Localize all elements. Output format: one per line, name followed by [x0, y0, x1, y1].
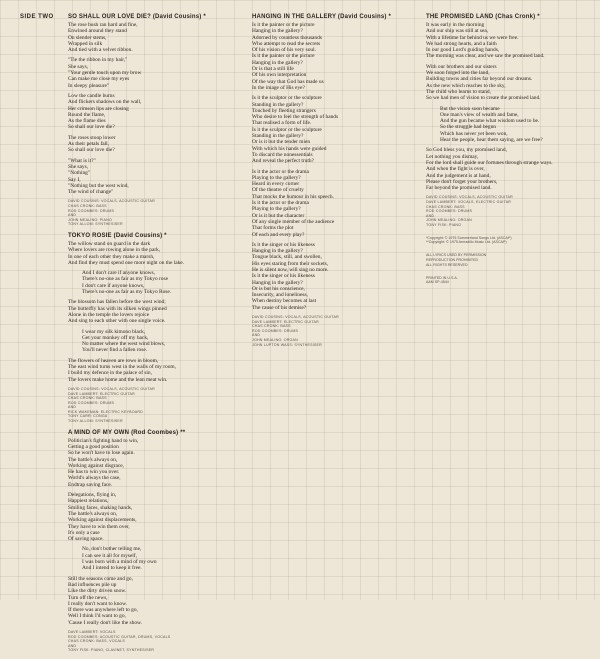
- lyric-line: "Tie the ribbon in my hair,": [68, 57, 128, 64]
- lyric-line: Endtrap saving face.: [68, 481, 113, 488]
- lyric-verse: [68, 438, 218, 488]
- lyric-line: I don't care if anyone knows,: [82, 282, 145, 289]
- lyric-line: No, don't bother telling me,: [82, 546, 142, 553]
- lyric-line: Touched by fleeting strangers: [252, 107, 316, 114]
- lyric-verse: [68, 22, 218, 53]
- lyric-line: I wear my silk kimono black,: [82, 328, 146, 335]
- lyric-line: It was early in the morning: [426, 22, 485, 28]
- lyric-verse: [68, 158, 218, 196]
- lyric-line: In one of each other they make a marsh,: [68, 253, 155, 260]
- credit-line: AND: [426, 213, 435, 218]
- credit-line: JOHN MEALING: ORGAN: [252, 338, 298, 343]
- lyric-line: World's always the case,: [68, 475, 121, 482]
- lyric-line: So shall our love die?: [68, 124, 115, 131]
- lyric-line: And when the fight is over,: [426, 166, 485, 173]
- lyric-line: Round the flame,: [68, 111, 106, 118]
- credit-line: DAVID COUSINS: VOCALS, ACOUSTIC GUITAR: [426, 195, 513, 200]
- lyric-line: The willow stand on guard in the dark: [68, 240, 151, 247]
- lyric-line: That realised a form of life.: [252, 120, 312, 127]
- lyric-line: Of the way that God has made us: [252, 78, 324, 85]
- lyric-line: Wrapped in silk: [68, 40, 103, 47]
- credit-line: DAVID COUSINS: VOCALS, ACOUSTIC GUITAR: [252, 315, 339, 320]
- lyric-line: He is silent now, will sing no more.: [252, 266, 329, 273]
- lyric-line: We soon forged into the land,: [426, 70, 490, 77]
- lyric-line: Playing to the gallery?: [252, 174, 301, 181]
- lyric-line: But the vision soon became: [440, 105, 500, 112]
- lyric-verse: [68, 576, 218, 626]
- lyric-line: Is it the singer or his likeness: [252, 273, 315, 280]
- credit-line: TONY CARR: CONGA: [68, 414, 108, 419]
- credit-line: CHAS CRONK: BASS: [68, 396, 107, 401]
- song-title: HANGING IN THE GALLERY (David Cousins) *: [252, 14, 392, 20]
- lyric-verse: [68, 241, 218, 266]
- lyric-line: We had strong hearts, and a faith: [426, 40, 497, 47]
- song-block: [426, 14, 576, 228]
- lyric-line: The child who learns to stand,: [426, 88, 491, 95]
- lyric-line: Please don't forget your brothers,: [426, 178, 498, 185]
- musician-credits: [68, 199, 218, 227]
- song-block: [68, 14, 218, 227]
- lyric-line: Of the theatre of cruelty: [252, 187, 304, 194]
- credit-line: ROD COOMBES: DRUMS: [426, 209, 473, 214]
- credit-line: DAVID COUSINS: VOCALS, ACOUSTIC GUITAR: [68, 386, 155, 391]
- lyric-line: So the struggle had begun: [440, 124, 496, 131]
- lyric-verse: [426, 147, 576, 191]
- lyric-line: That mocks the humour in his speech.: [252, 193, 334, 200]
- lyric-line: Let nothing you dismay,: [426, 153, 479, 160]
- lyric-line: Building towns and cities far beyond our dreams.: [426, 76, 533, 83]
- lyric-line: Alone in the temple the lovers rejoice: [68, 311, 150, 318]
- rights-notes: [426, 253, 576, 267]
- credit-line: DAVE LAMBERT: ELECTRIC GUITAR: [252, 319, 319, 324]
- lyric-line: I really don't want to know.: [68, 600, 128, 607]
- lyric-verse: [68, 135, 218, 154]
- lyric-line: And I intend to keep it free.: [82, 565, 142, 572]
- credit-line: ROD COOMBES: DRUMS: [252, 328, 299, 333]
- song-title: TOKYO ROSIE (David Cousins) *: [68, 232, 167, 239]
- lyric-line: Adorned by countless thousands: [252, 34, 322, 41]
- credit-line: ROD COOMBES: DRUMS: [68, 400, 115, 405]
- printed-line: PRINTED IN U.S.A.: [426, 275, 458, 280]
- rights-line: ALL LYRICS USED BY PERMISSION: [426, 253, 487, 258]
- lyric-line: Is it the sculptor or the sculpture: [252, 95, 322, 102]
- lyric-line: Is it the painter or the picture: [252, 22, 315, 28]
- lyric-line: One man's view of wealth and fame,: [440, 111, 519, 118]
- lyric-line: Standing in the gallery?: [252, 101, 304, 108]
- lyrics-column-1: [68, 14, 218, 659]
- credit-line: DAVE LAMBERT: VOCALS: [68, 629, 116, 634]
- lyric-line: Is it the actor or the drama: [252, 168, 309, 175]
- song-title: THE PROMISED LAND (Chas Cronk) *: [426, 14, 540, 20]
- song-title: A MIND OF MY OWN (Rod Coombes) **: [68, 429, 186, 436]
- song-block: [68, 233, 218, 424]
- printed-notes: [426, 276, 576, 286]
- lyric-line: So we had men of vision to create the promised land.: [426, 95, 541, 102]
- lyric-line: Enwined around they stand: [68, 28, 127, 35]
- lyric-line: And our ship was still at sea,: [426, 28, 489, 35]
- lyric-line: And I don't care if anyone knows,: [82, 270, 155, 277]
- lyric-verse: [68, 270, 218, 295]
- credit-line: JOHN MEALING: PIANO: [68, 217, 112, 222]
- lyric-verse: [68, 492, 218, 542]
- credit-line: RICK WAKEMAN: ELECTRIC KEYBOARD: [68, 409, 143, 414]
- lyric-line: On slender stems,: [68, 34, 107, 41]
- credit-line: ROD COOMBES: DRUMS: [68, 208, 115, 213]
- copyright-notes: [426, 236, 576, 246]
- credit-line: AND: [252, 333, 261, 338]
- lyric-line: No matter where the west wind blows,: [82, 341, 166, 348]
- credit-line: CHAS CRONK: BASS: [68, 204, 107, 209]
- lyric-verse: [426, 106, 576, 144]
- lyric-line: Still the seasons come and go,: [68, 575, 133, 582]
- lyric-line: The flowers of heaven are rows in bloom,: [68, 357, 159, 364]
- lyric-line: Is it the sculptor or the sculpture: [252, 126, 322, 133]
- lyric-verse: [68, 358, 218, 383]
- lyric-line: So God bless you, my promised land,: [426, 147, 507, 154]
- lyric-line: And the gun became what wisdom used to be.: [440, 118, 540, 125]
- lyric-line: As the new which reaches to the sky,: [426, 82, 506, 89]
- lyric-line: Standing in the gallery?: [252, 133, 304, 140]
- lyric-line: Working against disgrace,: [68, 462, 125, 469]
- lyric-line: Is it the painter or the picture: [252, 53, 315, 60]
- lyric-line: With a lifetime far behind us we were free.: [426, 34, 519, 41]
- credit-line: DAVE LAMBERT: VOCALS, ELECTRIC GUITAR: [426, 200, 512, 205]
- musician-credits: [252, 315, 402, 347]
- lyric-line: Delegations, flying in,: [68, 492, 117, 499]
- lyric-line: There's no-one as fair as my Tokyo rose: [82, 276, 168, 283]
- lyric-line: If there was anywhere left to go,: [68, 607, 138, 614]
- lyric-line: They have to win them over,: [68, 523, 130, 530]
- song-block: [68, 430, 218, 653]
- song-title: SO SHALL OUR LOVE DIE? (David Cousins) *: [68, 14, 206, 20]
- lyric-line: The east wind turns west in the walls of my room,: [68, 364, 176, 371]
- lyric-line: "Nothing": [68, 170, 91, 177]
- lyric-line: That forms the plot: [252, 225, 294, 232]
- lyric-line: As their petals fall,: [68, 141, 110, 148]
- credit-line: CHAS CRONK: BASS: [252, 324, 291, 329]
- lyric-line: "What is it?": [68, 157, 96, 164]
- lyric-line: Of his own interpretation: [252, 72, 307, 79]
- lyric-line: You'll never find a fallen rose.: [82, 347, 148, 354]
- lyric-line: She says,: [68, 163, 89, 170]
- lyric-verse: [68, 546, 218, 571]
- credit-line: ROD COOMBES: ACOUSTIC GUITAR, DRUMS, VOCALS: [68, 634, 171, 639]
- lyric-line: Heard in every corner: [252, 181, 300, 188]
- lyric-line: Or is it but the character: [252, 212, 305, 219]
- printed-line: A&M SP-4544: [426, 280, 449, 285]
- lyric-line: The cause of his demise?: [252, 304, 307, 311]
- lyric-line: And sing to each other with one single voice.: [68, 318, 166, 325]
- lyric-verse: [68, 93, 218, 131]
- credit-line: AND: [68, 643, 77, 648]
- lyric-line: "Nothing but the west wind,: [68, 182, 129, 189]
- lyric-line: The battle's always on,: [68, 456, 118, 463]
- credit-line: JOHN LUPTON WASS: SYNTHESISER: [252, 342, 322, 347]
- lyric-line: "Your gentle touch upon my brow: [68, 70, 142, 77]
- lyrics-column-3: [426, 14, 576, 293]
- side-label: SIDE TWO: [20, 14, 54, 20]
- lyric-line: Turn off the news,: [68, 594, 108, 601]
- lyric-line: Get your monkey off my back,: [82, 334, 149, 341]
- lyric-line: And find they must spend one more night on the lake.: [68, 259, 185, 266]
- lyric-line: The lovers make home and the lean meat win.: [68, 376, 168, 383]
- credit-line: DAVE LAMBERT: ELECTRIC GUITAR: [68, 391, 135, 396]
- lyric-line: Of any single member of the audience: [252, 218, 335, 225]
- credit-line: TONY FISK: PIANO, CLAVINET, SYNTHESISER: [68, 648, 155, 653]
- lyric-line: Can make me close my eyes: [68, 76, 130, 83]
- lyric-line: She says,: [68, 63, 89, 70]
- lyric-line: I can see it all for myself,: [82, 552, 137, 559]
- musician-credits: [426, 195, 576, 227]
- lyric-line: The blossom has fallen before the west wind;: [68, 299, 166, 306]
- lyric-line: He has to win you over.: [68, 469, 120, 476]
- lyric-line: With which his hands were guided: [252, 145, 327, 152]
- lyric-verse: [252, 95, 402, 164]
- copyright-line: **Copyright: © 1975 Armadillo Music Ltd. (ASCAP): [426, 240, 507, 245]
- lyric-line: Or is it but the tender mien: [252, 139, 311, 146]
- lyric-line: 'Cause I really don't like the show.: [68, 619, 142, 626]
- lyric-line: The wind of change": [68, 189, 114, 196]
- lyric-line: Her crimson lips are closing: [68, 105, 129, 112]
- musician-credits: [68, 387, 218, 424]
- lyric-line: His eyes staring from their sockets,: [252, 260, 329, 267]
- lyric-line: Tongue black, still, and swollen,: [252, 254, 322, 261]
- lyric-line: Or is but his conscience,: [252, 285, 305, 292]
- lyric-line: The roses stoop lower: [68, 134, 116, 141]
- lyric-line: In the image of His eye?: [252, 84, 305, 91]
- lyric-verse: [68, 299, 218, 324]
- credit-line: CHAS CRONK: BASS: [426, 204, 465, 209]
- musician-credits: [68, 630, 218, 653]
- lyric-line: Is it the singer or his likeness: [252, 241, 315, 248]
- lyric-line: Hanging in the gallery?: [252, 59, 303, 66]
- lyric-line: Who attempt to read the secrets: [252, 40, 321, 47]
- lyric-line: Happiest relations,: [68, 498, 109, 505]
- lyric-line: I build my defence in the palace of sin,: [68, 370, 152, 377]
- copyright-line: *Copyright: © 1975 Summerland Songs Ltd. (ASCAP): [426, 235, 512, 240]
- lyric-line: To discard the nonessentials: [252, 151, 313, 158]
- lyric-line: In our good Lord's guiding hands,: [426, 47, 500, 54]
- lyric-verse: [68, 57, 218, 88]
- lyric-line: Getting a good position: [68, 443, 119, 450]
- credit-line: TONY FISK: PIANO: [426, 222, 462, 227]
- lyric-line: Say I,: [68, 176, 81, 183]
- lyric-verse: [252, 242, 402, 311]
- notes-block: [426, 236, 576, 286]
- lyric-line: Who desire to feel the strength of hands: [252, 114, 339, 121]
- credit-line: JOHN MEALING: ORGAN: [426, 218, 472, 223]
- lyric-line: The morning was clear, and we saw the promised land.: [426, 53, 545, 60]
- lyric-verse: [426, 64, 576, 102]
- lyric-line: Smiling faces, shaking hands,: [68, 504, 133, 511]
- lyric-line: For the lord shall guide our fortunes through strange ways.: [426, 159, 553, 166]
- lyric-line: And the judgement is at hand,: [426, 172, 491, 179]
- lyric-line: Insecurity, and loneliness,: [252, 292, 308, 299]
- credit-line: DAVID COUSINS: VOCALS, ACOUSTIC GUITAR: [68, 199, 155, 204]
- lyric-verse: [252, 169, 402, 238]
- lyric-line: And flickers shadows on the wall,: [68, 99, 142, 106]
- lyric-verse: [252, 22, 402, 91]
- lyric-line: It's only a case: [68, 529, 100, 536]
- lyrics-column-2: [252, 14, 402, 353]
- credit-line: TONY ALLOM: SYNTHESISER: [68, 222, 123, 227]
- lyric-line: Or is that a still life: [252, 66, 294, 73]
- lyric-line: I was born with a mind of my own: [82, 559, 157, 566]
- lyric-line: Hear the people, hear them saying, are we free?: [440, 137, 543, 144]
- lyric-line: Of each and every play?: [252, 231, 305, 238]
- rights-line: REPRODUCTION PROHIBITED: [426, 257, 479, 262]
- lyric-line: Well I think I'd want to go,: [68, 613, 126, 620]
- lyric-line: And tied with a velvet ribbon.: [68, 47, 133, 54]
- lyric-line: There's no-one as fair as my Tokyo Rose.: [82, 289, 172, 296]
- credit-line: AND: [68, 213, 77, 218]
- lyric-line: Working against displacements,: [68, 517, 137, 524]
- lyric-line: The butterfly has with its silken wings pinned: [68, 305, 167, 312]
- lyric-line: And reveal the perfect truth?: [252, 158, 314, 165]
- lyric-line: Where lovers are rowing alone in the park,: [68, 247, 161, 254]
- lyric-line: So shall our love die?: [68, 147, 115, 154]
- lyric-line: The battle's always on,: [68, 510, 118, 517]
- lyric-line: Low the candle burns: [68, 92, 115, 99]
- lyric-line: Hanging in the gallery?: [252, 248, 303, 255]
- lyric-line: Like the dirty driven snow.: [68, 588, 127, 595]
- lyric-line: As the flame dies: [68, 118, 106, 125]
- lyric-line: Is it the actor or the drama: [252, 200, 309, 207]
- lyric-line: Far beyond the promised land.: [426, 185, 492, 192]
- lyric-line: The rose bush ran hard and fine,: [68, 22, 138, 28]
- lyric-verse: [426, 22, 576, 60]
- lyric-line: Bad influences pile up: [68, 581, 117, 588]
- rights-line: ALL RIGHTS RESERVED: [426, 262, 468, 267]
- lyric-line: Of saving space.: [68, 536, 104, 543]
- song-block: [252, 14, 402, 347]
- lyric-line: When destiny becomes at last: [252, 298, 317, 305]
- lyric-line: Which has never yet been won,: [440, 130, 508, 137]
- lyric-line: Hanging in the gallery?: [252, 28, 303, 35]
- lyric-line: Of his vision of his very soul.: [252, 47, 316, 54]
- lyric-line: With our brothers and our sisters: [426, 63, 497, 70]
- credit-line: AND: [68, 405, 77, 410]
- credit-line: TONY ALLOM: SYNTHESISER: [68, 419, 123, 424]
- credit-line: CHAS CRONK: BASS, VOCALS: [68, 639, 125, 644]
- lyric-verse: [68, 329, 218, 354]
- lyric-line: Hanging in the gallery?: [252, 279, 303, 286]
- lyric-line: So he won't have to lose again.: [68, 450, 135, 457]
- lyric-line: In sleepy pleasure": [68, 82, 110, 89]
- lyric-line: Playing to the gallery?: [252, 206, 301, 213]
- lyric-line: Politician's fighting hand to win,: [68, 437, 139, 444]
